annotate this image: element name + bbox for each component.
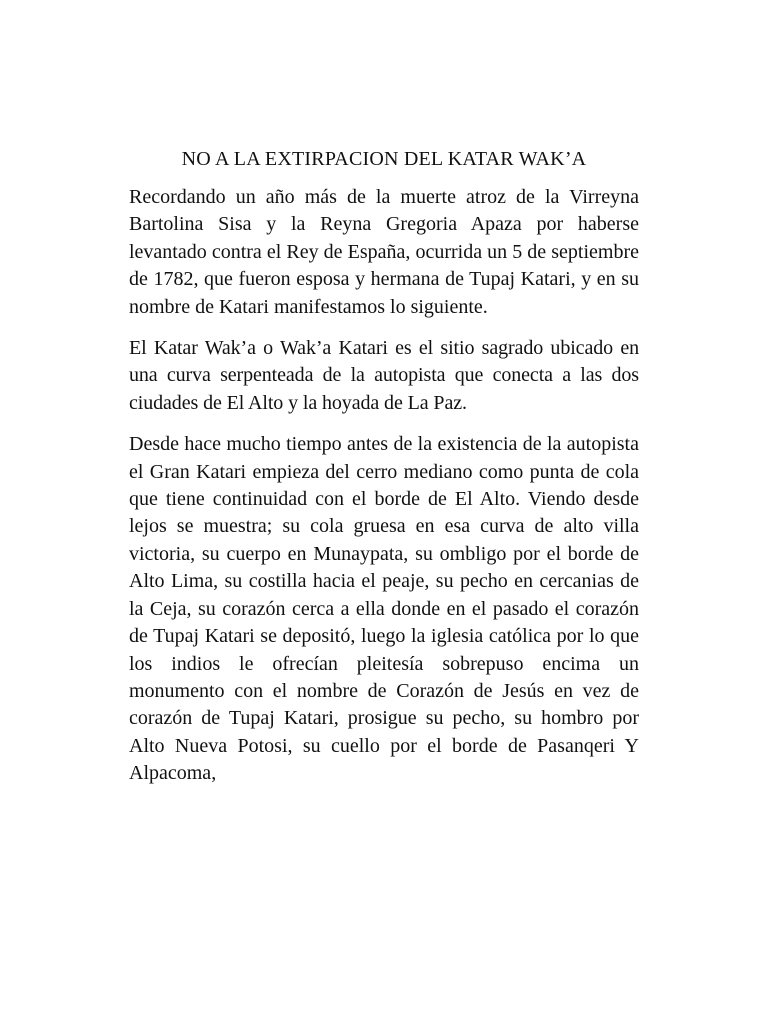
document-body: [129, 184, 639, 802]
document-title: NO A LA EXTIRPACION DEL KATAR WAK’A: [181, 148, 587, 170]
paragraph-gran-katari: Desde hace mucho tiempo antes de la existencia de la autopista el Gran Katari empieza del cerro mediano como punta de cola que tiene continuidad con el borde de El Alto. Viendo desde lejos se muestra; su cola gruesa en esa curva de alto villa victoria, su cuerpo en Munaypata, su ombligo por el borde de Alto Lima, su costilla hacia el peaje, su pecho en cercanias de la Ceja, su corazón cerca a ella donde en el pasado el corazón de Tupaj Katari se depositó, luego la iglesia católica por lo que los indios le ofrecían pleitesía sobrepuso encima un monumento con el nombre de Corazón de Jesús en vez de corazón de Tupaj Katari, prosigue su pecho, su hombro por Alto Nueva Potosi, su cuello por el borde de Pasanqeri Y Alpacoma,: [129, 433, 639, 785]
paragraph-intro: Recordando un año más de la muerte atroz de la Virreyna Bartolina Sisa y la Reyna Gregoria Apaza por haberse levantado contra el Rey de España, ocurrida un 5 de septiembre de 1782, que fueron esposa y hermana de Tupaj Katari, y en su nombre de Katari manifestamos lo siguiente.: [129, 186, 639, 318]
paragraph-katar-waka: El Katar Wak’a o Wak’a Katari es el sitio sagrado ubicado en una curva serpenteada de la autopista que conecta a las dos ciudades de El Alto y la hoyada de La Paz.: [129, 337, 639, 414]
